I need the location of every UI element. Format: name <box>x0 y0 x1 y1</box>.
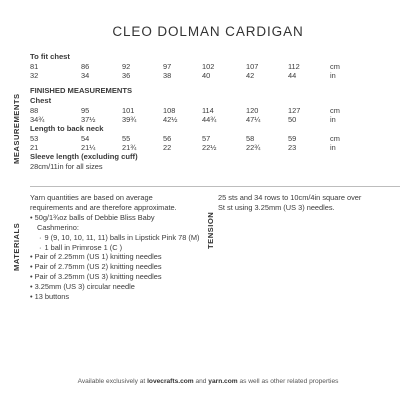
materials-subbullet: · 9 (9, 10, 10, 11, 11) balls in Lipstick Pink 78 (M) <box>30 233 199 243</box>
materials-bullet: • 3.25mm (US 3) circular needle <box>30 282 199 292</box>
chest-cm-row <box>30 106 410 115</box>
measurement-unit: cm <box>330 134 340 143</box>
measurement-value: 114 <box>202 106 214 115</box>
measurement-value: 88 <box>30 106 39 115</box>
materials-section-label: MATERIALS <box>12 222 21 271</box>
chest-heading: Chest <box>30 96 52 105</box>
measurement-value: 57 <box>202 134 211 143</box>
sleeve-heading: Sleeve length (excluding cuff) <box>30 152 138 161</box>
measurement-value: 34¾ <box>30 115 45 124</box>
yarn-link[interactable]: yarn.com <box>208 378 238 385</box>
measurement-value: 53 <box>30 134 39 143</box>
materials-line: requirements and are therefore approximate. <box>30 202 177 212</box>
to-fit-in-row <box>30 71 410 80</box>
materials-bullet: • Pair of 2.75mm (US 2) knitting needles <box>30 262 199 272</box>
footer-suffix: as well as other related properties <box>237 378 339 385</box>
measurement-value: 54 <box>81 134 90 143</box>
measurement-value: 102 <box>202 62 215 71</box>
materials-list <box>30 193 199 302</box>
tension-line: St st using 3.25mm (US 3) needles. <box>218 202 335 212</box>
measurement-value: 44 <box>288 71 297 80</box>
measurement-unit: cm <box>330 106 340 115</box>
measurement-value: 22¾ <box>246 143 261 152</box>
measurement-value: 101 <box>122 106 135 115</box>
measurement-value: 92 <box>122 62 131 71</box>
measurement-value: 42 <box>246 71 255 80</box>
materials-bullet: • 13 buttons <box>30 292 199 302</box>
materials-bullet: • Pair of 3.25mm (US 3) knitting needles <box>30 272 199 282</box>
section-divider <box>30 186 400 187</box>
materials-line: Yarn quantities are based on average <box>30 193 153 202</box>
measurement-unit: in <box>330 71 336 80</box>
measurement-value: 22 <box>163 143 172 152</box>
measurement-value: 112 <box>288 62 300 71</box>
finished-measurements-heading: FINISHED MEASUREMENTS <box>30 86 133 95</box>
measurement-value: 97 <box>163 62 172 71</box>
measurement-value: 50 <box>288 115 297 124</box>
to-fit-cm-row <box>30 62 410 71</box>
measurement-value: 22½ <box>202 143 217 152</box>
measurement-value: 23 <box>288 143 297 152</box>
measurement-value: 40 <box>202 71 211 80</box>
measurement-value: 107 <box>246 62 259 71</box>
measurement-value: 108 <box>163 106 176 115</box>
measurement-value: 59 <box>288 134 297 143</box>
materials-line: Cashmerino: <box>37 222 79 232</box>
measurement-value: 56 <box>163 134 172 143</box>
measurement-value: 21¾ <box>122 143 137 152</box>
materials-subbullet: · 1 ball in Primrose 1 (C ) <box>30 243 199 253</box>
measurement-value: 86 <box>81 62 90 71</box>
measurement-unit: cm <box>330 62 340 71</box>
measurement-value: 36 <box>122 71 131 80</box>
length-cm-row <box>30 134 410 143</box>
footer-prefix: Available exclusively at <box>77 378 148 385</box>
footer-middle: and <box>193 378 209 385</box>
measurement-value: 21¼ <box>81 143 96 152</box>
footer-availability <box>0 378 416 385</box>
measurements-section-label: MEASUREMENTS <box>12 92 21 164</box>
measurement-value: 95 <box>81 106 90 115</box>
measurements-section <box>30 52 410 171</box>
measurement-value: 81 <box>30 62 39 71</box>
lovecrafts-link[interactable]: lovecrafts.com <box>147 378 194 385</box>
tension-line: 25 sts and 34 rows to 10cm/4in square over <box>218 193 362 202</box>
tension-text <box>218 193 361 213</box>
chest-in-row <box>30 115 410 124</box>
materials-bullet: • 50g/1¾oz balls of Debbie Bliss Baby <box>30 213 199 223</box>
length-in-row <box>30 143 410 152</box>
measurement-value: 42½ <box>163 115 178 124</box>
materials-bullet: • Pair of 2.25mm (US 1) knitting needles <box>30 252 199 262</box>
measurement-value: 39¾ <box>122 115 137 124</box>
measurement-value: 37½ <box>81 115 96 124</box>
measurement-value: 55 <box>122 134 131 143</box>
measurement-value: 34 <box>81 71 90 80</box>
measurement-unit: in <box>330 143 336 152</box>
measurement-value: 32 <box>30 71 39 80</box>
sleeve-value-text: 28cm/11in for all sizes <box>30 162 103 171</box>
measurement-value: 127 <box>288 106 301 115</box>
tension-section-label: TENSION <box>206 211 215 249</box>
measurement-value: 21 <box>30 143 39 152</box>
measurement-value: 120 <box>246 106 259 115</box>
sleeve-value <box>30 162 410 171</box>
page-title: CLEO DOLMAN CARDIGAN <box>112 24 304 39</box>
to-fit-chest-heading: To fit chest <box>30 52 70 61</box>
measurement-unit: in <box>330 115 336 124</box>
length-heading: Length to back neck <box>30 124 104 133</box>
measurement-value: 44¾ <box>202 115 217 124</box>
measurement-value: 47¼ <box>246 115 261 124</box>
measurement-value: 58 <box>246 134 255 143</box>
measurement-value: 38 <box>163 71 172 80</box>
